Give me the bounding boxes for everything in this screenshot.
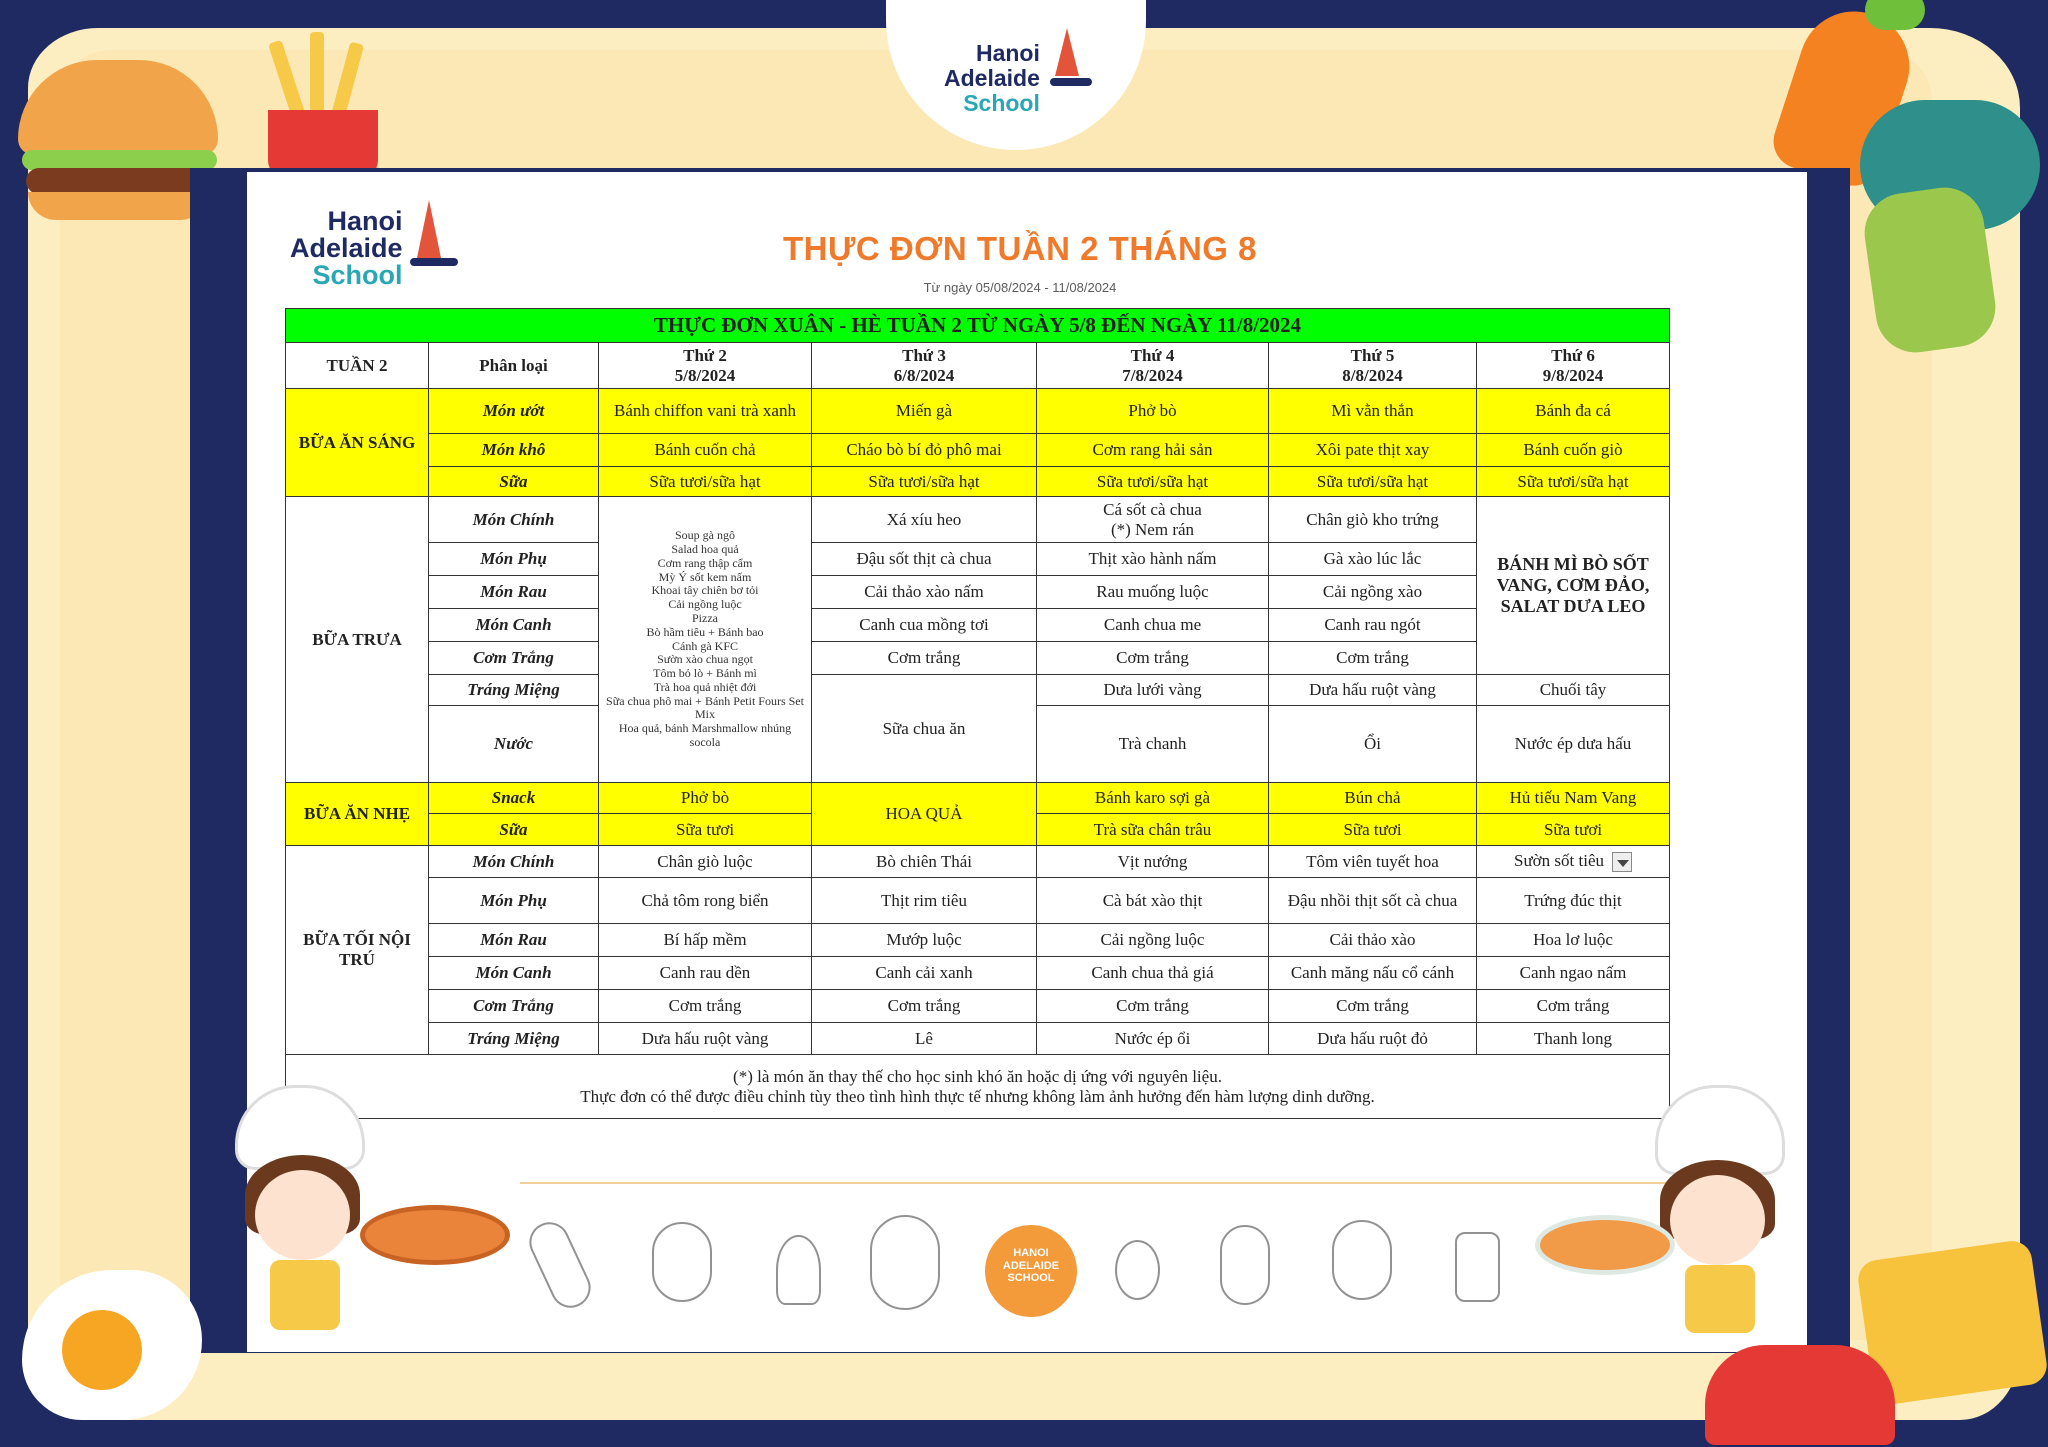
menu-cell: Bánh cuốn giò [1477, 434, 1670, 467]
row-type: Sữa [429, 467, 599, 497]
burger-bottom-decor [28, 192, 208, 220]
menu-cell: Cải thảo xào nấm [812, 576, 1037, 609]
menu-cell: Sữa tươi [1269, 814, 1477, 846]
note-line: (*) là món ăn thay thế cho học sinh khó ăn hoặc dị ứng với nguyên liệu. [733, 1066, 1222, 1086]
lighthouse-icon [417, 200, 441, 258]
header-day-fri: Thứ 6 9/8/2024 [1477, 343, 1670, 389]
logo-line-hanoi: Hanoi [327, 206, 403, 236]
menu-cell: Canh cua mồng tơi [812, 609, 1037, 642]
fish-plate-icon [1535, 1215, 1675, 1275]
menu-cell: Bí hấp mềm [599, 924, 812, 957]
menu-cell: Bánh cuốn chả [599, 434, 812, 467]
menu-cell: Cải ngồng xào [1269, 576, 1477, 609]
menu-cell: Phở bò [599, 783, 812, 814]
list-item: Mỳ Ý sốt kem nấm [658, 569, 752, 584]
menu-cell: Xá xíu heo [812, 497, 1037, 543]
row-type: Món Rau [429, 924, 599, 957]
steak-sketch-icon [1332, 1220, 1392, 1300]
menu-cell: Sữa tươi [599, 814, 812, 846]
row-type: Món Canh [429, 957, 599, 990]
menu-cell: Canh măng nấu cổ cánh [1269, 957, 1477, 990]
row-type: Tráng Miệng [429, 675, 599, 706]
row-type: Cơm Trắng [429, 642, 599, 675]
menu-cell: Trà chanh [1037, 706, 1269, 783]
avocado-sketch-icon [1115, 1240, 1160, 1300]
page-title: THỰC ĐƠN TUẦN 2 THÁNG 8 [782, 230, 1258, 267]
menu-cell: Sữa tươi [1477, 814, 1670, 846]
chevron-down-icon[interactable] [1612, 852, 1632, 872]
cheese-sketch-icon [1455, 1232, 1500, 1302]
menu-cell: Cơm trắng [812, 642, 1037, 675]
logo-line-adelaide: Adelaide [290, 233, 403, 263]
menu-cell: Canh ngao nấm [1477, 957, 1670, 990]
top-logo [944, 42, 1040, 117]
menu-cell: Cơm rang hải sản [1037, 434, 1269, 467]
menu-cell: Chả tôm rong biển [599, 878, 812, 924]
header-day-mon: Thứ 2 5/8/2024 [599, 343, 812, 389]
lighthouse-icon [1055, 28, 1079, 76]
wave-icon [410, 258, 458, 266]
row-type: Món khô [429, 434, 599, 467]
logo-line-adelaide: Adelaide [944, 65, 1040, 91]
menu-cell: Tôm viên tuyết hoa [1269, 846, 1477, 878]
row-type: Món Chính [429, 846, 599, 878]
logo-line-hanoi: Hanoi [975, 40, 1040, 66]
egg-yolk-decor [62, 1310, 142, 1390]
menu-cell: Nước ép ổi [1037, 1023, 1269, 1055]
logo-line-school: School [963, 90, 1040, 116]
list-item: Salad hoa quả [671, 541, 739, 556]
menu-banner: THỰC ĐƠN XUÂN - HÈ TUẦN 2 TỪ NGÀY 5/8 ĐẾN NGÀY 11/8/2024 [286, 309, 1670, 343]
list-item: Cánh gà KFC [672, 638, 738, 653]
menu-cell: Thịt xào hành nấm [1037, 543, 1269, 576]
menu-cell: Canh cải xanh [812, 957, 1037, 990]
menu-cell: Cơm trắng [1269, 642, 1477, 675]
meal-lunch: BỮA TRƯA [286, 497, 429, 783]
menu-cell: Sữa tươi/sữa hạt [1477, 467, 1670, 497]
drumstick-sketch-icon [1220, 1225, 1270, 1305]
list-item: Bò hầm tiêu + Bánh bao [646, 624, 764, 639]
menu-cell: Sữa tươi/sữa hạt [599, 467, 812, 497]
right-chef-illustration [1535, 1085, 1835, 1335]
meal-dinner: BỮA TỐI NỘI TRÚ [286, 846, 429, 1055]
menu-cell: Thịt rim tiêu [812, 878, 1037, 924]
list-item: Sườn xào chua ngọt [657, 652, 753, 667]
menu-cell: Sữa tươi/sữa hạt [1037, 467, 1269, 497]
brand-stamp [985, 1225, 1077, 1317]
header-category: Phân loại [429, 343, 599, 389]
menu-cell: Chuối tây [1477, 675, 1670, 706]
menu-cell: Xôi pate thịt xay [1269, 434, 1477, 467]
row-type: Nước [429, 706, 599, 783]
list-item: Sữa chua phô mai + Bánh Petit Fours Set Mix [606, 693, 804, 722]
carrot-leaf-decor [1865, 0, 1925, 30]
row-type: Món ướt [429, 389, 599, 434]
menu-cell: Mướp luộc [812, 924, 1037, 957]
header-day-thu: Thứ 5 8/8/2024 [1269, 343, 1477, 389]
menu-cell: Sữa tươi/sữa hạt [812, 467, 1037, 497]
menu-cell: Sữa tươi/sữa hạt [1269, 467, 1477, 497]
row-type: Món Rau [429, 576, 599, 609]
date-range-subtitle: Từ ngày 05/08/2024 - 11/08/2024 [923, 280, 1117, 295]
menu-cell: Canh chua thả giá [1037, 957, 1269, 990]
burger-lettuce-decor [22, 150, 217, 170]
menu-cell: Miến gà [812, 389, 1037, 434]
left-chef-illustration [225, 1085, 515, 1335]
menu-cell: Canh chua me [1037, 609, 1269, 642]
sheet-logo [290, 208, 403, 289]
list-item: Soup gà ngô [675, 528, 735, 543]
meal-breakfast: BỮA ĂN SÁNG [286, 389, 429, 497]
menu-cell: Trà sữa chân trâu [1037, 814, 1269, 846]
menu-cell: Dưa lưới vàng [1037, 675, 1269, 706]
menu-cell: Bánh đa cá [1477, 389, 1670, 434]
list-item: Trà hoa quả nhiệt đới [653, 679, 757, 694]
menu-cell: Cơm trắng [599, 990, 812, 1023]
menu-cell: Cà bát xào thịt [1037, 878, 1269, 924]
pepper-sketch-icon [652, 1222, 712, 1302]
menu-cell: Mì vằn thắn [1269, 389, 1477, 434]
row-type: Món Phụ [429, 878, 599, 924]
row-type: Món Phụ [429, 543, 599, 576]
menu-cell: Gà xào lúc lắc [1269, 543, 1477, 576]
tomato-icon [1705, 1345, 1895, 1445]
header-week: TUẦN 2 [286, 343, 429, 389]
menu-cell: Bò chiên Thái [812, 846, 1037, 878]
menu-cell: Cải ngồng luộc [1037, 924, 1269, 957]
menu-table [285, 308, 1670, 1119]
list-item: Cơm rang thập cẩm [657, 555, 753, 570]
menu-cell: Vịt nướng [1037, 846, 1269, 878]
menu-cell: Bún chả [1269, 783, 1477, 814]
note-line: Thực đơn có thể được điều chỉnh tùy theo tình hình thực tế nhưng không làm ảnh hưởng đến hàm lượng dinh dưỡng. [580, 1086, 1375, 1106]
row-type: Tráng Miệng [429, 1023, 599, 1055]
header-day-tue: Thứ 3 6/8/2024 [812, 343, 1037, 389]
row-type: Snack [429, 783, 599, 814]
menu-cell: Cá sốt cà chua (*) Nem rán [1037, 497, 1269, 543]
list-item: Tôm bỏ lò + Bánh mì [653, 666, 757, 681]
menu-cell: HOA QUẢ [812, 783, 1037, 846]
menu-cell: Canh rau ngót [1269, 609, 1477, 642]
menu-cell: Thanh long [1477, 1023, 1670, 1055]
menu-cell: Hoa lơ luộc [1477, 924, 1670, 957]
menu-cell: Trứng đúc thịt [1477, 878, 1670, 924]
friday-lunch-special: BÁNH MÌ BÒ SỐT VANG, CƠM ĐẢO, SALAT DƯA LEO [1477, 497, 1670, 675]
monday-lunch-list [599, 497, 812, 783]
broccoli-stem-decor [1859, 182, 2000, 357]
menu-cell: Cơm trắng [1269, 990, 1477, 1023]
list-item: Khoai tây chiên bơ tỏi [651, 583, 759, 598]
menu-cell: Hủ tiếu Nam Vang [1477, 783, 1670, 814]
row-type: Món Canh [429, 609, 599, 642]
stamp-line: HANOI [1013, 1247, 1049, 1259]
menu-cell: Chân giò kho trứng [1269, 497, 1477, 543]
stamp-line: ADELAIDE [1002, 1259, 1060, 1272]
logo-line-school: School [312, 260, 403, 290]
menu-cell: Cải thảo xào [1269, 924, 1477, 957]
meal-snack: BỮA ĂN NHẸ [286, 783, 429, 846]
stamp-line: SCHOOL [1007, 1272, 1055, 1285]
menu-cell: Dưa hấu ruột đỏ [1269, 1023, 1477, 1055]
pizza-icon [360, 1205, 510, 1265]
menu-cell: Sườn sốt tiêu [1477, 846, 1670, 878]
wave-icon [1050, 78, 1092, 86]
header-day-wed: Thứ 4 7/8/2024 [1037, 343, 1269, 389]
menu-cell: Bánh chiffon vani trà xanh [599, 389, 812, 434]
menu-cell: Cơm trắng [812, 990, 1037, 1023]
menu-cell: Ổi [1269, 706, 1477, 783]
menu-cell: Cơm trắng [1477, 990, 1670, 1023]
menu-cell: Dưa hấu ruột vàng [599, 1023, 812, 1055]
menu-cell: Phở bò [1037, 389, 1269, 434]
menu-cell: Đậu nhồi thịt sốt cà chua [1269, 878, 1477, 924]
menu-cell: Canh rau dền [599, 957, 812, 990]
menu-cell: Bánh karo sợi gà [1037, 783, 1269, 814]
menu-cell: Cháo bò bí đỏ phô mai [812, 434, 1037, 467]
menu-cell: Đậu sốt thịt cà chua [812, 543, 1037, 576]
row-type: Sữa [429, 814, 599, 846]
menu-cell: Lê [812, 1023, 1037, 1055]
menu-cell: Cơm trắng [1037, 642, 1269, 675]
menu-cell: Dưa hấu ruột vàng [1269, 675, 1477, 706]
row-type: Món Chính [429, 497, 599, 543]
menu-cell: Sữa chua ăn [812, 675, 1037, 783]
menu-cell: Cơm trắng [1037, 990, 1269, 1023]
list-item: Pizza [692, 610, 718, 625]
carrot-sketch-icon [870, 1215, 940, 1310]
menu-cell: Chân giò luộc [599, 846, 812, 878]
onion-sketch-icon [776, 1235, 821, 1305]
menu-cell: Rau muống luộc [1037, 576, 1269, 609]
row-type: Cơm Trắng [429, 990, 599, 1023]
list-item: Cải ngồng luộc [668, 597, 742, 612]
list-item: Hoa quả, bánh Marshmallow nhúng socola [618, 721, 792, 750]
burger-patty-decor [26, 168, 211, 194]
menu-cell: Nước ép dưa hấu [1477, 706, 1670, 783]
